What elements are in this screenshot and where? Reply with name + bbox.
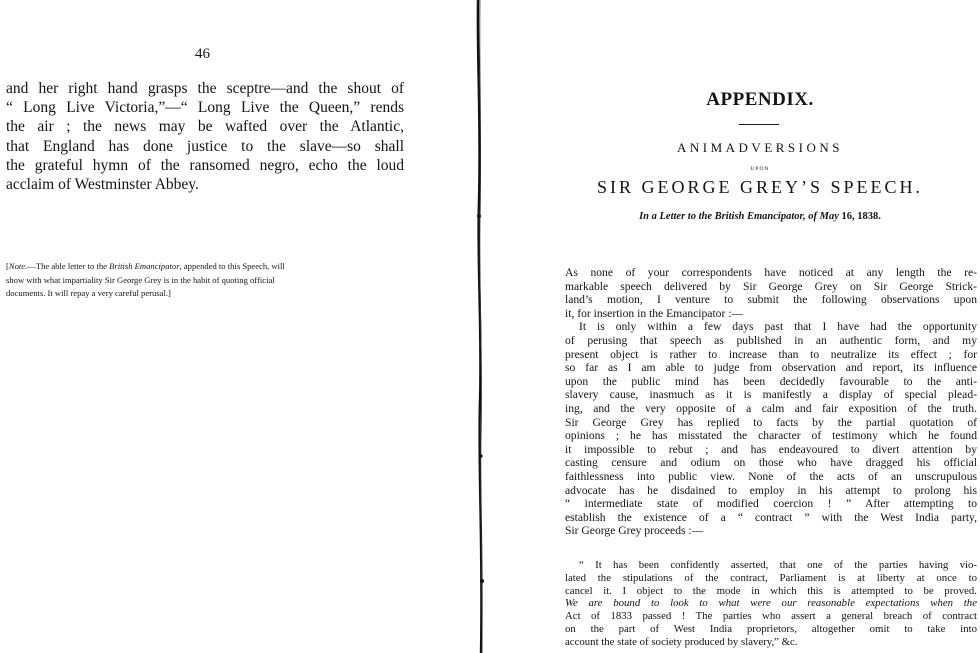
note-italic-text: British Emancipator: [109, 261, 180, 271]
right-page: [500, 0, 980, 653]
letter-line: Sir George Grey has replied to facts by the partial quotation of: [565, 415, 977, 429]
quote-line: “ It has been confidently asserted, that one of the parties having vio-: [579, 559, 977, 571]
letter-line: ing, and the very opposite of a calm and fair exposition of the truth.: [565, 401, 977, 415]
letter-line: advocate has he disdained to employ in his attempt to prolong his: [565, 483, 977, 497]
letter-line: so far as I am able to judge from observation and report, its influence: [565, 361, 977, 375]
letter-body: [565, 266, 977, 538]
body-line: “ Long Live Victoria,”—“ Long Live the Queen,” rends: [6, 99, 404, 117]
letter-line: Sir George Grey proceeds :—: [565, 524, 704, 538]
letter-line: “ intermediate state of modified coercion ! ” After attempting to: [565, 497, 977, 511]
note-line: [6, 260, 406, 274]
appendix-title: APPENDIX.: [706, 89, 814, 110]
body-line: acclaim of Westminster Abbey.: [6, 176, 199, 194]
note-text: , appended to this Speech, will: [179, 261, 285, 271]
speech-title: SIR GEORGE GREY’S SPEECH.: [596, 177, 924, 197]
letter-line: present object is rather to increase than to neutralize its effect ; for: [565, 347, 977, 361]
letter-line: of perusing that speech as published in an authentic form, and my: [565, 333, 977, 347]
note-label: Note.: [8, 261, 28, 271]
letter-line: As none of your correspondents have noticed at any length the re-: [565, 266, 977, 279]
letter-line: It is only within a few days past that I have had the opportunity: [579, 320, 977, 334]
letter-line: upon the public mind has been decidedly favourable to the anti-: [565, 374, 977, 388]
quote-line: We are bound to look to what were our reasonable expectations when the: [565, 597, 977, 610]
speech-closing-paragraph: [6, 79, 404, 194]
quote-line: on the part of West India proprietors, altogether omit to take into: [565, 622, 977, 635]
quote-line: lated the stipulations of the contract, Parliament is at liberty at once to: [565, 571, 977, 584]
gutter-shadow-graphic: [466, 0, 496, 653]
body-line: the air ; the news may be wafted over the Atlantic,: [6, 118, 404, 136]
letter-line: opinions ; he has misstated the character of testimony which he found: [565, 429, 977, 443]
book-gutter: [466, 0, 496, 653]
letter-line: markable speech delivered by Sir George Grey on Sir George Strick-: [565, 279, 977, 293]
quote-line: Act of 1833 passed ! The parties who assert a general breach of contract: [565, 610, 977, 623]
quote-line: cancel it. I object to the mode in which this is attempted to be proved.: [565, 584, 977, 597]
letter-line: establish the existence of a “ contract ” with the West India party,: [565, 510, 977, 524]
animadversions-heading: ANIMADVERSIONS: [676, 140, 843, 155]
note-line: documents. It will repay a very careful perusal.]: [6, 288, 171, 298]
letter-line: it impossible to rebut ; and has endeavoured to divert attention by: [565, 442, 977, 456]
letter-line: casting censure and odium on those who have dragged his official: [565, 456, 977, 470]
quoted-speech: [565, 559, 977, 649]
page-number: 46: [195, 46, 210, 62]
title-rule: [739, 124, 779, 125]
left-page: [0, 0, 462, 653]
letter-line: slavery cause, inasmuch as it is manifestly a display of special plead-: [565, 388, 977, 402]
letter-line: it, for insertion in the Emancipator :—: [565, 306, 744, 320]
note-bracket: [: [6, 261, 9, 271]
body-line: and her right hand grasps the sceptre—and the shout of: [6, 80, 404, 97]
letter-line: land’s motion, I venture to submit the following observations upon: [565, 293, 977, 307]
body-line: the grateful hymn of the ransomed negro, echo the loud: [6, 156, 404, 174]
letter-subtitle: [500, 211, 980, 222]
quote-line: account the state of society produced by slavery,” &c.: [565, 635, 798, 648]
editor-note: [6, 260, 406, 301]
body-line: that England has done justice to the slave—so shall: [6, 137, 404, 155]
upon-label: UPON: [750, 166, 770, 172]
subtitle-date: 16, 1838.: [841, 211, 881, 222]
note-text: —The able letter to the: [27, 261, 110, 271]
letter-line: faithlessness into public view. None of the acts of an unscrupulous: [565, 469, 977, 483]
note-line: show with what impartiality Sir George Grey is in the habit of quoting official: [6, 274, 275, 285]
subtitle-text: In a Letter to the British Emancipator, of May: [639, 211, 839, 222]
